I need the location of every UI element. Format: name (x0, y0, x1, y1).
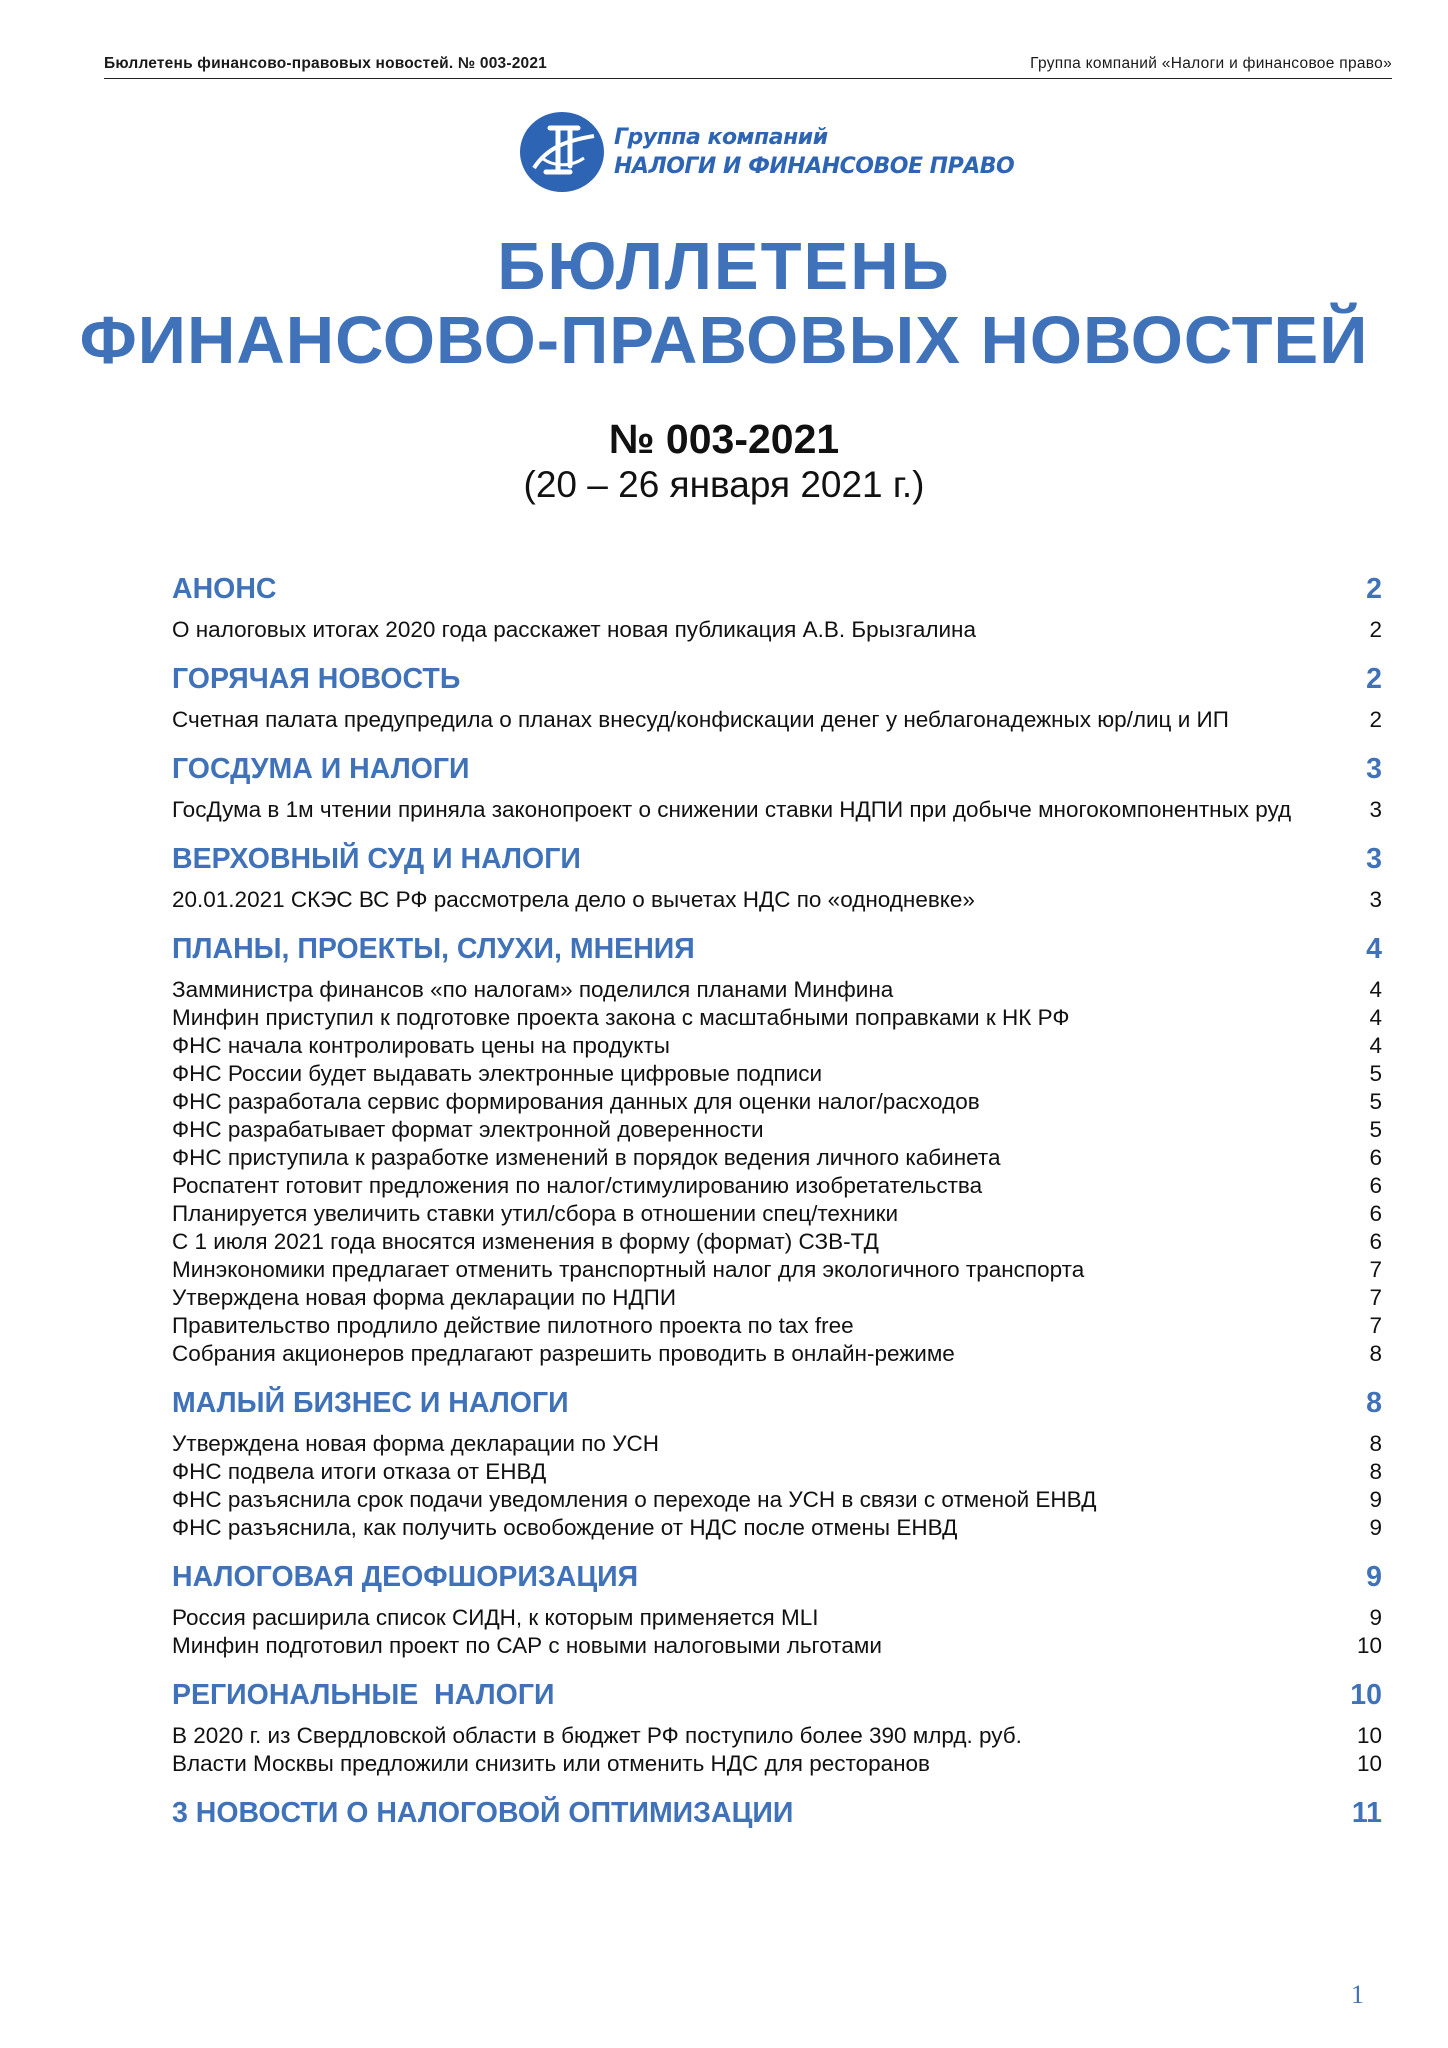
toc-entry-list (172, 792, 1382, 836)
toc-entry[interactable] (172, 1632, 1382, 1660)
running-header (104, 52, 1392, 79)
toc-entry-list (172, 612, 1382, 656)
company-logo (518, 110, 1014, 194)
toc-entry-title: ФНС России будет выдавать электронные цифровые подписи (172, 1061, 823, 1086)
toc-section-heading[interactable] (172, 1672, 1382, 1718)
bulletin-title-line-1: БЮЛЛЕТЕНЬ (497, 229, 951, 304)
toc-entry[interactable] (172, 796, 1382, 824)
toc-entry-title: ФНС разъяснила срок подачи уведомления о переходе на УСН в связи с отменой ЕНВД (172, 1487, 1097, 1512)
toc-entry-page: 10 (1356, 1751, 1382, 1776)
toc-entry[interactable] (172, 1722, 1382, 1750)
toc-entry-page: 2 (1369, 617, 1382, 642)
toc-section (172, 1672, 1382, 1790)
toc-entry[interactable] (172, 976, 1382, 1004)
toc-section-page: 4 (1366, 932, 1382, 965)
toc-section-page: 3 (1366, 842, 1382, 875)
toc-entry-title: Власти Москвы предложили снизить или отменить НДС для ресторанов (172, 1751, 931, 1776)
toc-entry-page: 6 (1369, 1145, 1382, 1170)
toc-entry-page: 4 (1369, 977, 1382, 1002)
toc-entry[interactable] (172, 1116, 1382, 1144)
toc-entry-title: Минфин подготовил проект по САР с новыми налоговыми льготами (172, 1633, 882, 1658)
toc-entry-page: 8 (1369, 1341, 1382, 1366)
toc-entry-page: 10 (1356, 1723, 1382, 1748)
toc-entry[interactable] (172, 1200, 1382, 1228)
toc-entry[interactable] (172, 1284, 1382, 1312)
toc-section-title: НАЛОГОВАЯ ДЕОФШОРИЗАЦИЯ (172, 1560, 639, 1593)
toc-entry-title: ФНС подвела итоги отказа от ЕНВД (172, 1459, 547, 1484)
toc-entry-list (172, 882, 1382, 926)
toc-section-heading[interactable] (172, 746, 1382, 792)
toc-section-title: РЕГИОНАЛЬНЫЕ НАЛОГИ (172, 1678, 555, 1711)
toc-entry[interactable] (172, 1144, 1382, 1172)
toc-entry-list (172, 972, 1382, 1380)
toc-entry[interactable] (172, 1604, 1382, 1632)
toc-section (172, 1554, 1382, 1672)
toc-entry[interactable] (172, 1430, 1382, 1458)
toc-section (172, 1790, 1382, 1836)
toc-section-title: ВЕРХОВНЫЙ СУД И НАЛОГИ (172, 842, 581, 875)
toc-entry-list (172, 1718, 1382, 1790)
toc-section-heading[interactable] (172, 1380, 1382, 1426)
toc-entry-page: 6 (1369, 1173, 1382, 1198)
toc-section-title: 3 НОВОСТИ О НАЛОГОВОЙ ОПТИМИЗАЦИИ (172, 1796, 794, 1829)
toc-section-heading[interactable] (172, 656, 1382, 702)
toc-entry-title: ФНС разработала сервис формирования данных для оценки налог/расходов (172, 1089, 980, 1114)
toc-entry[interactable] (172, 1228, 1382, 1256)
toc-entry-title: В 2020 г. из Свердловской области в бюджет РФ поступило более 390 млрд. руб. (172, 1723, 1022, 1748)
toc-entry[interactable] (172, 1172, 1382, 1200)
toc-entry-page: 2 (1369, 707, 1382, 732)
toc-entry-page: 5 (1369, 1089, 1382, 1114)
header-company-name: Группа компаний «Налоги и финансовое право» (1030, 55, 1392, 72)
toc-section-heading[interactable] (172, 1554, 1382, 1600)
toc-entry-page: 6 (1369, 1229, 1382, 1254)
toc-entry-title: Утверждена новая форма декларации по УСН (172, 1431, 659, 1456)
toc-section-page: 2 (1366, 662, 1382, 695)
toc-entry-title: Минфин приступил к подготовке проекта закона с масштабными поправками к НК РФ (172, 1005, 1070, 1030)
toc-section (172, 926, 1382, 1380)
toc-entry[interactable] (172, 706, 1382, 734)
toc-section (172, 1380, 1382, 1554)
toc-entry-list (172, 702, 1382, 746)
toc-entry[interactable] (172, 1514, 1382, 1542)
toc-section-heading[interactable] (172, 1790, 1382, 1836)
bulletin-title-line-2: ФИНАНСОВО-ПРАВОВЫХ НОВОСТЕЙ (79, 303, 1369, 378)
toc-entry[interactable] (172, 1032, 1382, 1060)
toc-section-page: 9 (1366, 1560, 1382, 1593)
toc-entry-page: 5 (1369, 1117, 1382, 1142)
toc-entry-title: 20.01.2021 СКЭС ВС РФ рассмотрела дело о вычетах НДС по «однодневке» (172, 887, 975, 912)
toc-entry-title: Правительство продлило действие пилотного проекта по tax free (172, 1313, 854, 1338)
header-bulletin-title: Бюллетень финансово-правовых новостей. № 003-2021 (104, 55, 547, 72)
toc-entry[interactable] (172, 1256, 1382, 1284)
toc-entry[interactable] (172, 1340, 1382, 1368)
toc-entry[interactable] (172, 1004, 1382, 1032)
toc-section-title: ГОРЯЧАЯ НОВОСТЬ (172, 662, 461, 695)
toc-entry[interactable] (172, 1312, 1382, 1340)
toc-entry-page: 8 (1369, 1431, 1382, 1456)
toc-entry-page: 7 (1369, 1285, 1382, 1310)
toc-entry[interactable] (172, 1458, 1382, 1486)
toc-entry-page: 3 (1369, 797, 1382, 822)
toc-section (172, 746, 1382, 836)
toc-entry[interactable] (172, 616, 1382, 644)
toc-section-heading[interactable] (172, 566, 1382, 612)
toc-entry-title: Счетная палата предупредила о планах внесуд/конфискации денег у неблагонадежных юр/лиц и ИП (172, 707, 1229, 732)
issue-period: (20 – 26 января 2021 г.) (523, 464, 925, 505)
toc-entry-page: 7 (1369, 1313, 1382, 1338)
toc-entry-title: ФНС начала контролировать цены на продукты (172, 1033, 670, 1058)
toc-entry-page: 6 (1369, 1201, 1382, 1226)
toc-entry[interactable] (172, 1486, 1382, 1514)
toc-entry-title: ФНС приступила к разработке изменений в порядок ведения личного кабинета (172, 1145, 1001, 1170)
toc-section-page: 11 (1351, 1796, 1382, 1829)
toc-section-title: ГОСДУМА И НАЛОГИ (172, 752, 470, 785)
toc-entry-page: 3 (1369, 887, 1382, 912)
toc-entry-title: Минэкономики предлагает отменить транспортный налог для экологичного транспорта (172, 1257, 1085, 1282)
toc-section (172, 836, 1382, 926)
company-logo-icon (518, 110, 608, 194)
toc-entry-page: 5 (1369, 1061, 1382, 1086)
toc-entry-title: Роспатент готовит предложения по налог/стимулированию изобретательства (172, 1173, 983, 1198)
toc-entry-page: 7 (1369, 1257, 1382, 1282)
toc-section (172, 656, 1382, 746)
toc-entry[interactable] (172, 1750, 1382, 1778)
toc-entry-title: С 1 июля 2021 года вносятся изменения в форму (формат) СЗВ-ТД (172, 1229, 879, 1254)
toc-section-heading[interactable] (172, 836, 1382, 882)
logo-line-2: НАЛОГИ И ФИНАНСОВОЕ ПРАВО (614, 154, 1015, 179)
toc-entry-title: ФНС разрабатывает формат электронной доверенности (172, 1117, 764, 1142)
logo-wordmark (614, 123, 1014, 181)
toc-entry-list (172, 1426, 1382, 1554)
toc-entry[interactable] (172, 1088, 1382, 1116)
toc-entry-title: ФНС разъяснила, как получить освобождение от НДС после отмены ЕНВД (172, 1515, 958, 1540)
toc-section-page: 8 (1366, 1386, 1382, 1419)
toc-entry-page: 4 (1369, 1005, 1382, 1030)
toc-entry-title: Собрания акционеров предлагают разрешить проводить в онлайн-режиме (172, 1341, 955, 1366)
toc-section-page: 10 (1350, 1678, 1382, 1711)
toc-entry-page: 8 (1369, 1459, 1382, 1484)
toc-entry-title: Россия расширила список СИДН, к которым применяется MLI (172, 1605, 819, 1630)
toc-section-page: 3 (1366, 752, 1382, 785)
toc-entry-page: 9 (1369, 1515, 1382, 1540)
toc-section-heading[interactable] (172, 926, 1382, 972)
toc-entry-title: О налоговых итогах 2020 года расскажет новая публикация А.В. Брызгалина (172, 617, 976, 642)
toc-section (172, 566, 1382, 656)
toc-section-title: АНОНС (172, 572, 277, 605)
table-of-contents (172, 566, 1382, 1836)
page-number: 1 (1351, 1980, 1364, 2009)
toc-entry-title: ГосДума в 1м чтении приняла законопроект о снижении ставки НДПИ при добыче многокомпонентных руд (172, 797, 1292, 822)
toc-section-title: МАЛЫЙ БИЗНЕС И НАЛОГИ (172, 1386, 569, 1419)
toc-entry[interactable] (172, 886, 1382, 914)
toc-entry-title: Замминистра финансов «по налогам» поделился планами Минфина (172, 977, 894, 1002)
toc-section-page: 2 (1366, 572, 1382, 605)
issue-number: № 003-2021 (608, 416, 840, 462)
toc-entry-page: 4 (1369, 1033, 1382, 1058)
toc-entry-page: 10 (1356, 1633, 1382, 1658)
toc-entry-page: 9 (1369, 1605, 1382, 1630)
toc-entry-title: Планируется увеличить ставки утил/сбора в отношении спец/техники (172, 1201, 899, 1226)
toc-entry-list (172, 1600, 1382, 1672)
toc-entry[interactable] (172, 1060, 1382, 1088)
toc-entry-page: 9 (1369, 1487, 1382, 1512)
toc-entry-title: Утверждена новая форма декларации по НДПИ (172, 1285, 677, 1310)
toc-section-title: ПЛАНЫ, ПРОЕКТЫ, СЛУХИ, МНЕНИЯ (172, 932, 695, 965)
logo-line-1: Группа компаний (614, 125, 828, 150)
